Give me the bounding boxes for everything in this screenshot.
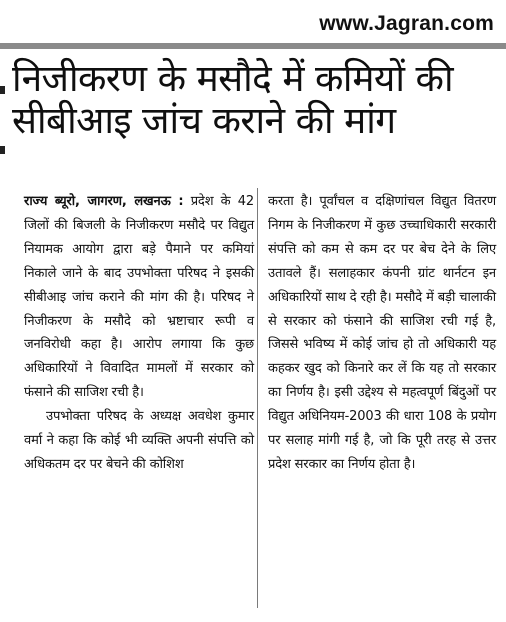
publication-brand: www.Jagran.com [319,12,494,35]
top-rule [0,43,506,49]
paragraph-1-text: प्रदेश के 42 जिलों की बिजली के निजीकरण मसौदे पर विद्युत नियामक आयोग द्वारा बड़े पैमाने पर कमियां निकाले जाने के बाद उपभोक्ता परिषद ने इसकी सीबीआइ जांच कराने की मांग की है। परिषद ने निजीकरण के मसौदे को भ्रष्टाचार रूपी व जनविरोधी कहा है। आरोप लगाया कि कुछ अधिकारियों ने विवादित मामलों में सरकार को फंसाने की साजिश रची है। [24,194,255,401]
headline-line-1: निजीकरण के मसौदे में कमियों की [12,57,453,100]
paragraph-2: उपभोक्ता परिषद के अध्यक्ष अवधेश कुमार वर्मा ने कहा कि कोई भी व्यक्ति अपनी संपत्ति को अधिकतम दर पर बेचने की कोशिश [24,409,254,472]
paragraph-lead [24,190,254,405]
headline-line-2: सीबीआइ जांच कराने की मांग [12,98,396,142]
article-headline [12,58,498,142]
edge-mark [0,86,5,94]
dateline: राज्य ब्यूरो, जागरण, लखनऊ : [24,194,184,209]
left-edge-marks [0,78,8,158]
column-divider [257,188,258,608]
paragraph-3: करता है। पूर्वांचल व दक्षिणांचल विद्युत वितरण निगम के निजीकरण में कुछ उच्चाधिकारी सरकारी संपत्ति को कम से कम दर पर बेच देने के लिए उतावले हैं। सलाहकार कंपनी ग्रांट थार्नटन इन अधिकारियों साथ दे रही है। मसौदे में बड़ी चालाकी से सरकार को फंसाने की साजिश रची गई है, जिससे भविष्य में कोई जांच हो तो अधिकारी यह कहकर खुद को किनारे कर लें कि यह तो सरकार का निर्णय है। इसी उद्देश्य से महत्वपूर्ण बिंदुओं पर विद्युत अधिनियम-2003 की धारा 108 के प्रयोग पर सलाह मांगी गई है, जो कि पूरी तरह से उत्तर प्रदेश सरकार का निर्णय होता है। [268,194,496,472]
article-column-left [24,190,254,477]
article-column-right [268,190,496,477]
edge-mark [0,146,5,154]
